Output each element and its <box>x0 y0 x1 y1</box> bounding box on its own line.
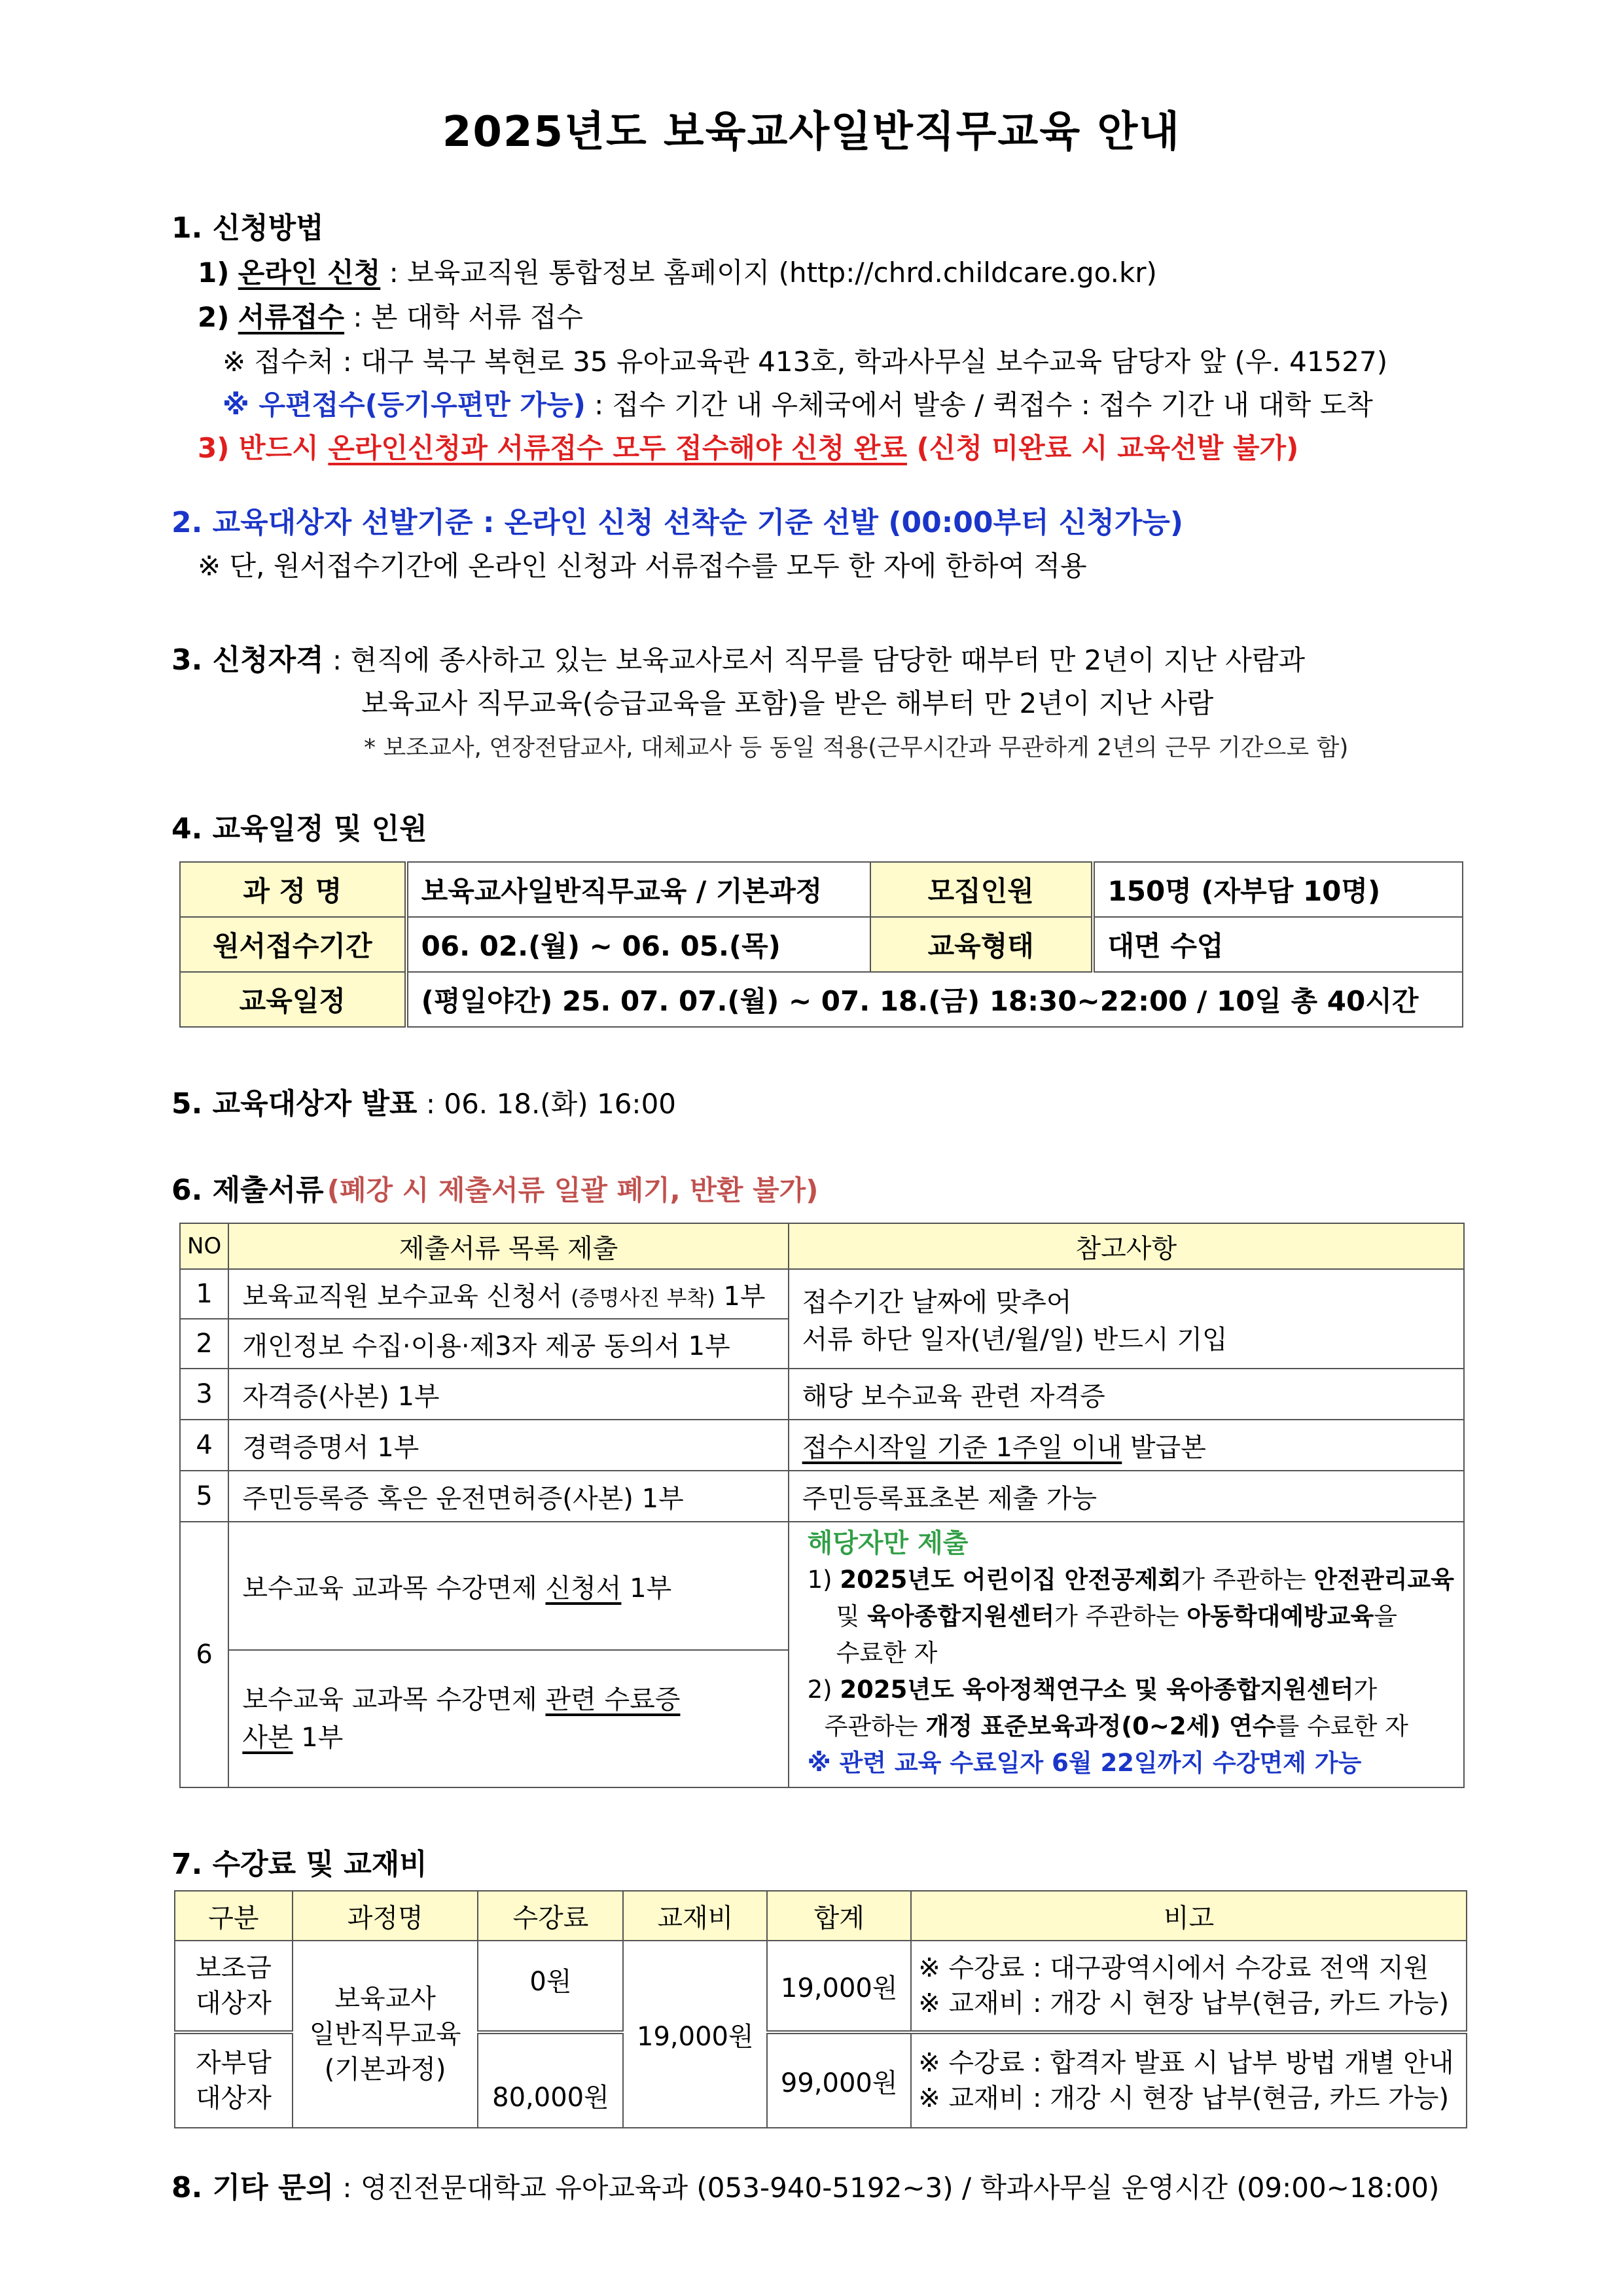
exemption-num: 1) <box>807 1566 840 1594</box>
course-value: 보육교사일반직무교육 / 기본과정 <box>406 862 870 917</box>
section-8-text: : 영진전문대학교 유아교육과 (053-940-5192~3) / 학과사무실 운영시간 (09:00~18:00) <box>333 2172 1440 2204</box>
type-line2: 대상자 <box>195 2083 272 2113</box>
section-2-heading: 2. 교육대상자 선발기준 : 온라인 신청 선착순 기준 선발 (00:00부터 신청가능) <box>171 506 1183 539</box>
row-no: 2 <box>180 1319 228 1369</box>
exemption-text: 가 주관하는 <box>1181 1566 1314 1594</box>
table-row <box>180 1269 1464 1319</box>
section-3-text1: : 현직에 종사하고 있는 보육교사로서 직무를 담당한 때부터 만 2년이 지난 사람과 <box>323 644 1306 676</box>
course-line3: (기본과정) <box>324 2054 446 2085</box>
row-no: 1 <box>180 1269 228 1319</box>
row-note: 주민등록표초본 제출 가능 <box>789 1471 1464 1522</box>
exemption-note-head: 해당자만 제출 <box>807 1528 969 1558</box>
row-note <box>789 1269 1464 1369</box>
section-3-line1 <box>171 636 1305 678</box>
exemption-bold: 2025년도 육아정책연구소 및 육아종합지원센터 <box>840 1676 1354 1704</box>
row-doc: 개인정보 수집·이용·제3자 제공 동의서 1부 <box>228 1319 788 1369</box>
row-doc <box>228 1269 788 1319</box>
fee-cell: 80,000원 <box>478 2032 623 2128</box>
row-doc-small: (증명사진 부착) <box>571 1285 715 1310</box>
note-line2: ※ 교재비 : 개강 시 현장 납부(현금, 카드 가능) <box>918 1988 1450 2018</box>
type-line1: 자부담 <box>195 2048 272 2078</box>
note-line1: ※ 수강료 : 합격자 발표 시 납부 방법 개별 안내 <box>918 2048 1454 2078</box>
section-2-note: ※ 단, 원서접수기간에 온라인 신청과 서류접수를 모두 한 자에 한하여 적용 <box>198 550 1087 582</box>
row-note-line2: 서류 하단 일자(년/월/일) 반드시 기입 <box>802 1325 1228 1355</box>
section-6-warning: (폐강 시 제출서류 일괄 폐기, 반환 불가) <box>327 1174 819 1206</box>
exemption-note-line <box>808 1562 1454 1598</box>
period-value: 06. 02.(월) ~ 06. 05.(목) <box>406 917 870 972</box>
exemption-bold: 육아종합지원센터 <box>867 1602 1055 1630</box>
table-row <box>180 1369 1464 1420</box>
row-no: 4 <box>180 1420 228 1471</box>
table-row <box>180 972 1463 1027</box>
documents-table <box>179 1223 1465 1788</box>
total-cell: 19,000원 <box>767 1941 911 2032</box>
col-fee: 수강료 <box>478 1891 623 1941</box>
post-note-label: ※ 우편접수(등기우편만 가능) <box>223 389 586 421</box>
section-5-text: : 06. 18.(화) 16:00 <box>417 1088 677 1120</box>
row-note-line1: 접수기간 날짜에 맞추어 <box>802 1287 1072 1318</box>
recruit-label: 모집인원 <box>870 862 1093 917</box>
schedule-label: 교육일정 <box>180 972 406 1027</box>
row-doc-underlined: 신청서 <box>545 1573 622 1604</box>
post-note-text: : 접수 기간 내 우체국에서 발송 / 퀵접수 : 접수 기간 내 대학 도착 <box>585 389 1373 421</box>
exemption-text: 가 <box>1353 1676 1378 1704</box>
note-line1: ※ 수강료 : 대구광역시에서 수강료 전액 지원 <box>918 1953 1429 1983</box>
row-doc <box>228 1522 788 1650</box>
must-apply-underlined: 온라인신청과 서류접수 모두 접수해야 신청 완료 <box>328 432 907 464</box>
row-doc-underlined: 관련 수료증 <box>545 1685 681 1715</box>
col-course: 과정명 <box>293 1891 478 1941</box>
section-3-line2: 보육교사 직무교육(승급교육을 포함)을 받은 해부터 만 2년이 지난 사람 <box>361 687 1214 719</box>
total-cell: 99,000원 <box>767 2032 911 2128</box>
row-doc-text: 보육교직원 보수교육 신청서 <box>242 1281 571 1312</box>
doc-submit-label: 서류접수 <box>238 301 345 333</box>
exemption-bold: 개정 표준보육과정(0~2세) 연수 <box>925 1712 1276 1740</box>
section-4-heading: 4. 교육일정 및 인원 <box>171 812 427 846</box>
row-doc: 주민등록증 혹은 운전면허증(사본) 1부 <box>228 1471 788 1522</box>
row-no: 3 <box>180 1369 228 1420</box>
section-8-heading: 8. 기타 문의 <box>171 2171 334 2204</box>
col-type: 구분 <box>175 1891 293 1941</box>
row-doc-end: 1부 <box>715 1281 766 1312</box>
note-line2: ※ 교재비 : 개강 시 현장 납부(현금, 카드 가능) <box>918 2083 1450 2113</box>
online-apply-line <box>198 251 1157 291</box>
exemption-text: 주관하는 <box>824 1712 926 1740</box>
row-note-underlined: 접수시작일 기준 1주일 이내 <box>802 1432 1122 1463</box>
exemption-deadline: ※ 관련 교육 수료일자 6월 22일까지 수강면제 가능 <box>807 1749 1362 1777</box>
row-note: 해당 보수교육 관련 자격증 <box>789 1369 1464 1420</box>
period-label: 원서접수기간 <box>180 917 406 972</box>
section-8-line <box>171 2164 1439 2206</box>
type-line1: 보조금 <box>195 1953 272 1983</box>
table-row <box>175 1891 1467 1941</box>
exemption-note-line <box>808 1672 1454 1708</box>
exemption-bold: 안전관리교육 <box>1313 1566 1454 1594</box>
section-5-line <box>171 1080 676 1122</box>
fee-table <box>174 1890 1467 2128</box>
table-row <box>180 862 1463 917</box>
row-no: 6 <box>180 1522 228 1787</box>
online-apply-num: 1) <box>198 257 230 289</box>
doc-submit-text: : 본 대학 서류 접수 <box>344 301 583 333</box>
recruit-value: 150명 (자부담 10명) <box>1093 862 1463 917</box>
section-3-heading: 3. 신청자격 <box>171 643 324 677</box>
section-1-heading: 1. 신청방법 <box>171 211 324 245</box>
row-no: 5 <box>180 1471 228 1522</box>
exemption-note-line <box>808 1598 1454 1635</box>
col-book: 교재비 <box>623 1891 767 1941</box>
row-doc-text: 보수교육 교과목 수강면제 <box>242 1573 546 1604</box>
exemption-text: 를 수료한 자 <box>1275 1712 1408 1740</box>
must-apply-suffix: (신청 미완료 시 교육선발 불가) <box>906 432 1299 464</box>
exemption-note-line <box>808 1708 1454 1745</box>
course-line2: 일반직무교육 <box>309 2019 461 2049</box>
schedule-table <box>179 861 1463 1028</box>
row-doc-underlined-2: 사본 <box>242 1723 293 1753</box>
online-apply-label: 온라인 신청 <box>238 257 381 289</box>
table-row <box>175 1941 1467 2032</box>
row-doc: 자격증(사본) 1부 <box>228 1369 788 1420</box>
type-label: 교육형태 <box>870 917 1093 972</box>
book-cell: 19,000원 <box>623 1941 767 2128</box>
table-row <box>180 1223 1464 1269</box>
section-5-heading: 5. 교육대상자 발표 <box>171 1087 418 1121</box>
table-row <box>180 917 1463 972</box>
address-note: ※ 접수처 : 대구 북구 복현로 35 유아교육관 413호, 학과사무실 보수교육 담당자 앞 (우. 41527) <box>223 346 1388 378</box>
exemption-text: 및 <box>836 1602 868 1630</box>
row-note <box>789 1420 1464 1471</box>
course-label: 과 정 명 <box>180 862 406 917</box>
type-value: 대면 수업 <box>1093 917 1463 972</box>
col-docs: 제출서류 목록 제출 <box>228 1223 788 1269</box>
row-doc-end: 1부 <box>293 1723 344 1753</box>
must-apply-warning <box>198 427 1298 466</box>
col-note: 참고사항 <box>789 1223 1464 1269</box>
row-doc <box>228 1650 788 1787</box>
course-cell <box>293 1941 478 2128</box>
fee-cell: 0원 <box>478 1941 623 2032</box>
exemption-text: 을 <box>1374 1602 1398 1630</box>
section-6-line <box>171 1166 818 1208</box>
section-3-note: * 보조교사, 연장전담교사, 대체교사 등 동일 적용(근무시간과 무관하게 2년의 근무 기간으로 함) <box>364 734 1349 761</box>
col-total: 합계 <box>767 1891 911 1941</box>
post-note <box>223 384 1373 423</box>
row-doc-end: 1부 <box>621 1573 672 1604</box>
note-cell <box>911 1941 1467 2032</box>
exemption-bold: 2025년도 어린이집 안전공제회 <box>840 1566 1182 1594</box>
note-cell <box>911 2032 1467 2128</box>
row-doc-line1 <box>242 1681 774 1719</box>
schedule-value: (평일야간) 25. 07. 07.(월) ~ 07. 18.(금) 18:30~22:00 / 10일 총 40시간 <box>406 972 1463 1027</box>
doc-submit-num: 2) <box>198 301 230 333</box>
table-row <box>180 1522 1464 1650</box>
row-doc-line2 <box>242 1719 774 1757</box>
online-apply-text: : 보육교직원 통합정보 홈페이지 (http://chrd.childcare.go.kr) <box>380 257 1157 289</box>
page-title: 2025년도 보육교사일반직무교육 안내 <box>442 108 1181 156</box>
exemption-note <box>789 1522 1464 1787</box>
type-cell <box>175 2032 293 2128</box>
row-doc-text: 보수교육 교과목 수강면제 <box>242 1685 546 1715</box>
exemption-note-line: 수료한 자 <box>836 1639 938 1667</box>
row-note-end: 발급본 <box>1122 1432 1206 1463</box>
exemption-bold: 아동학대예방교육 <box>1186 1602 1374 1630</box>
doc-submit-line <box>198 296 583 335</box>
section-7-heading: 7. 수강료 및 교재비 <box>171 1848 427 1881</box>
type-cell <box>175 1941 293 2032</box>
col-note: 비고 <box>911 1891 1467 1941</box>
type-line2: 대상자 <box>195 1988 272 2018</box>
table-row <box>180 1420 1464 1471</box>
must-apply-prefix: 3) 반드시 <box>198 432 329 464</box>
exemption-text: 가 주관하는 <box>1054 1602 1187 1630</box>
exemption-num: 2) <box>807 1676 840 1704</box>
section-6-heading: 6. 제출서류 <box>171 1174 324 1207</box>
col-no: NO <box>180 1223 228 1269</box>
course-line1: 보육교사 <box>334 1984 436 2014</box>
table-row <box>180 1471 1464 1522</box>
row-doc: 경력증명서 1부 <box>228 1420 788 1471</box>
